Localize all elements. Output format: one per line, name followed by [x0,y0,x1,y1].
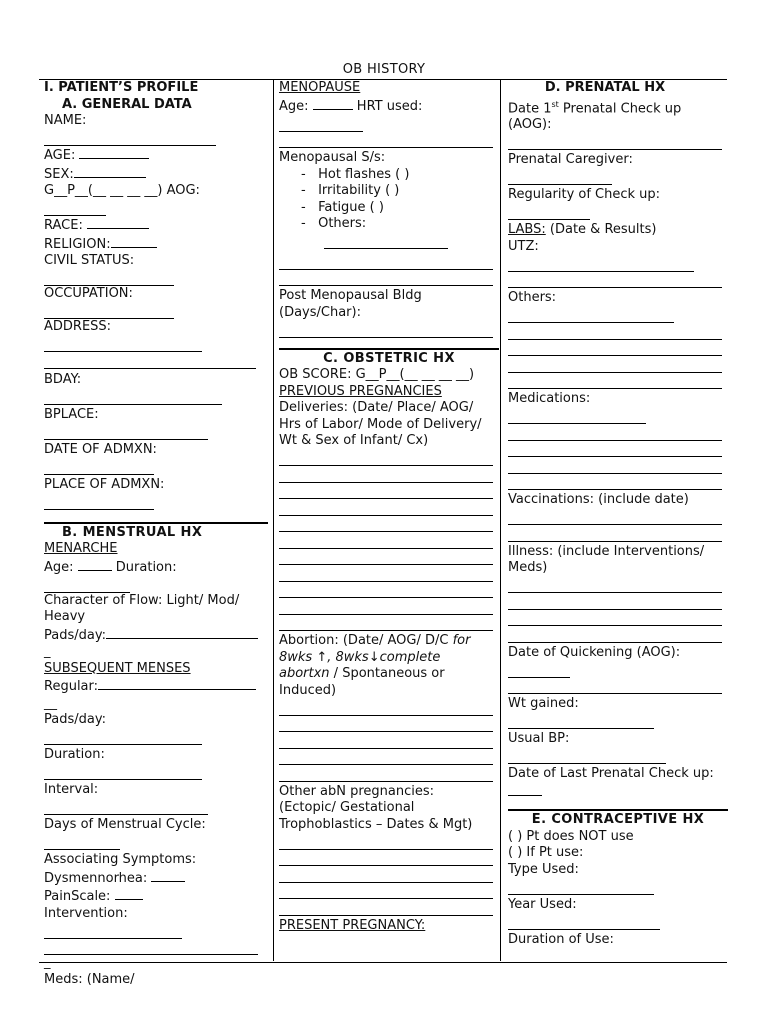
others-line-3[interactable] [508,340,722,357]
utz-line-1[interactable] [508,255,694,272]
menopause-line[interactable] [279,132,493,149]
illness-label: Illness: (include Interventions/ Meds) [508,543,705,576]
deliveries-line-4[interactable] [279,499,493,516]
last-prenatal-field[interactable]: Date of Last Prenatal Check up: [508,766,722,801]
duration-line[interactable] [44,576,130,593]
interval-label: Interval: [44,782,99,797]
other-abn-line-5[interactable] [279,899,493,916]
first-checkup-line[interactable] [508,134,722,151]
days-cycle-label: Days of Menstrual Cycle: [44,817,206,832]
bplace-line[interactable] [44,423,208,440]
others-line-2[interactable] [508,323,722,340]
occupation-line[interactable] [44,303,174,320]
intervention-label: Intervention: [44,905,128,921]
bplace-label: BPLACE: [44,406,99,422]
regularity-label: Regularity of Check up: [508,187,661,203]
medications-line-4[interactable] [508,457,722,474]
meds-label: Meds: (Name/ [44,971,135,987]
race-field[interactable]: RACE: [44,216,272,235]
age-field[interactable]: AGE: [44,146,272,165]
deliveries-line-11[interactable] [279,615,493,632]
abortion-label: Abortion: (Date/ AOG/ D/C for 8wks ↑, 8wks↓complete abortxn / Spontaneous or Induced) [279,633,471,698]
age-duration-field[interactable]: Age: Duration: [44,559,177,575]
bday-line[interactable] [44,388,222,405]
abortion-line-2[interactable] [279,716,493,733]
if-use-checkbox[interactable]: ( ) If Pt use: [508,845,584,861]
caregiver-line[interactable] [508,169,612,186]
address-line-1[interactable] [44,336,202,353]
medications-line-3[interactable] [508,441,722,458]
dysmenorrhea-field[interactable]: Dysmennorhea: [44,869,272,888]
previous-pregnancies-label: PREVIOUS PREGNANCIES [279,383,442,399]
symptom-hot-flashes[interactable]: - Hot flashes ( ) [301,166,410,182]
type-used-label: Type Used: [508,861,579,877]
menopause-blank-2[interactable] [279,270,493,287]
abortion-line-3[interactable] [279,732,493,749]
other-abn-line-2[interactable] [279,850,493,867]
wt-gained-label: Wt gained: [508,696,579,712]
menstrual-hx-heading: B. MENSTRUAL HX [44,522,268,542]
interval-line[interactable] [44,799,208,816]
column-patient-profile: I. PATIENT’S PROFILE A. GENERAL DATA NAME: AGE: SEX: G__P__(__ __ __ __) AOG: RACE: RELIGION: CIVIL STATUS: OCCUPATION: ADDRESS: BDAY: BPLACE: DATE OF ADMXN: PLACE OF ADMXN: B. MENSTRUAL HX MENARCHE Age: Duration: Character of Flow: Light/ Mod/ Heavy Pads/day: _ SUBSEQUENT MENSES Regular: __ Pads/day: Duration: Interval: Days of Menstrual Cycle: Associating Symptoms: Dysmennorhea: PainScale: Intervention: _ Meds: (Name/ [40,80,272,961]
obstetric-hx-heading: C. OBSTETRIC HX [279,348,499,368]
quickening-line-1[interactable] [508,661,570,678]
bday-label: BDAY: [44,371,82,387]
intervention-line-2[interactable] [44,939,258,956]
first-checkup-label: Date 1st Prenatal Check up (AOG): [508,99,682,133]
quickening-line-2[interactable] [508,678,722,695]
prenatal-hx-heading: D. PRENATAL HX [544,80,666,95]
assoc-symptoms-label: Associating Symptoms: [44,852,197,867]
occupation-label: OCCUPATION: [44,286,133,301]
name-line[interactable] [44,130,216,147]
utz-line-2[interactable] [508,272,722,289]
others-line-4[interactable] [508,356,722,373]
intervention-line-1[interactable] [44,922,182,939]
other-abn-line-3[interactable] [279,866,493,883]
utz-label: UTZ: [508,238,539,254]
gp-aog-label: G__P__(__ __ __ __) AOG: [44,183,200,198]
deliveries-line-3[interactable] [279,483,493,500]
wt-gained-line[interactable] [508,713,654,730]
name-label: NAME: [44,113,87,128]
deliveries-label: Deliveries: (Date/ Place/ AOG/ Hrs of Labor/ Mode of Delivery/ Wt & Sex of Infant/ Cx) [279,400,482,448]
date-admxn-label: DATE OF ADMXN: [44,441,157,457]
usual-bp-label: Usual BP: [508,731,570,747]
duration-label: Duration: [44,747,105,762]
others-label: Others: [508,290,557,306]
column-obstetric [273,80,503,961]
duration-line-2[interactable] [44,764,202,781]
deliveries-line-10[interactable] [279,598,493,615]
regularity-line[interactable] [508,204,590,221]
others-line-5[interactable] [508,373,722,390]
abortion-line-5[interactable] [279,765,493,782]
deliveries-line-2[interactable] [279,466,493,483]
civil-status-label: CIVIL STATUS: [44,253,135,268]
illness-line-3[interactable] [508,610,722,627]
medications-line-1[interactable] [508,408,646,425]
ob-score-label: OB SCORE: G__P__(__ __ __ __) [279,367,475,382]
menarche-label: MENARCHE [44,541,118,556]
illness-line-4[interactable] [508,626,722,643]
deliveries-line-6[interactable] [279,532,493,549]
type-used-line[interactable] [508,878,654,895]
date-admxn-line[interactable] [44,458,154,475]
form-title: OB HISTORY [342,62,426,77]
vaccinations-label: Vaccinations: (include date) [508,492,689,508]
subsequent-menses-label: SUBSEQUENT MENSES [44,660,191,676]
column-prenatal [500,80,732,961]
deliveries-line-8[interactable] [279,565,493,582]
others-line[interactable] [324,233,448,250]
age-hrt-field[interactable]: Age: HRT used: [279,98,423,114]
not-use-checkbox[interactable]: ( ) Pt does NOT use [508,828,634,844]
painscale-field[interactable]: PainScale: [44,887,272,906]
duration-use-label: Duration of Use: [508,931,614,947]
flow-label: Character of Flow: Light/ Mod/ Heavy [44,592,240,624]
hrt-line[interactable] [279,115,363,132]
medications-line-2[interactable] [508,424,722,441]
others-line-1[interactable] [508,307,674,324]
year-used-line[interactable] [508,913,660,930]
post-menopausal-label: Post Menopausal Bldg (Days/Char): [279,288,422,320]
year-used-label: Year Used: [508,896,577,912]
quickening-label: Date of Quickening (AOG): [508,644,681,660]
address-line-2[interactable] [44,352,256,369]
usual-bp-line[interactable] [508,748,666,765]
medications-label: Medications: [508,391,591,407]
symptom-irritability[interactable]: - Irritability ( ) [301,183,400,198]
other-abn-label: Other abN pregnancies: (Ectopic/ Gestational Trophoblastics – Dates & Mgt) [279,783,473,832]
place-admxn-line[interactable] [44,493,154,510]
contraceptive-hx-heading: E. CONTRACEPTIVE HX [508,809,728,829]
medications-line-5[interactable] [508,474,722,491]
other-abn-line-1[interactable] [279,833,493,850]
days-cycle-line[interactable] [44,834,120,851]
aog-line[interactable] [44,200,106,217]
abortion-line-4[interactable] [279,749,493,766]
pads-day-2-line[interactable] [44,729,202,746]
place-admxn-label: PLACE OF ADMXN: [44,476,165,492]
present-pregnancy-label: PRESENT PREGNANCY: [279,917,426,933]
section-patients-profile: I. PATIENT’S PROFILE [44,80,199,95]
symptom-others[interactable]: - Others: [301,216,367,231]
other-abn-line-4[interactable] [279,883,493,900]
symptom-fatigue[interactable]: - Fatigue ( ) [301,199,384,215]
deliveries-line-7[interactable] [279,549,493,566]
pads-day-field[interactable]: Pads/day: [44,626,272,645]
menopausal-ss-label: Menopausal S/s: [279,150,386,165]
post-menopausal-line[interactable] [279,321,493,338]
general-data-heading: A. GENERAL DATA [62,96,192,112]
vaccinations-line-2[interactable] [508,525,722,542]
civil-status-line[interactable] [44,270,174,287]
caregiver-label: Prenatal Caregiver: [508,152,633,168]
illness-line-2[interactable] [508,593,722,610]
vaccinations-line-1[interactable] [508,509,722,526]
sex-field[interactable]: SEX: [44,165,272,184]
address-label: ADDRESS: [44,319,112,334]
religion-field[interactable]: RELIGION: [44,235,272,254]
menopause-label: MENOPAUSE [279,80,361,95]
pads-day-2-label: Pads/day: [44,712,106,727]
regular-field[interactable]: Regular: [44,677,272,696]
labs-label: LABS: (Date & Results) [508,222,657,238]
illness-line-1[interactable] [508,577,722,594]
deliveries-line-1[interactable] [279,450,493,467]
menopause-blank-1[interactable] [279,253,493,270]
deliveries-line-9[interactable] [279,582,493,599]
deliveries-line-5[interactable] [279,516,493,533]
abortion-line-1[interactable] [279,699,493,716]
